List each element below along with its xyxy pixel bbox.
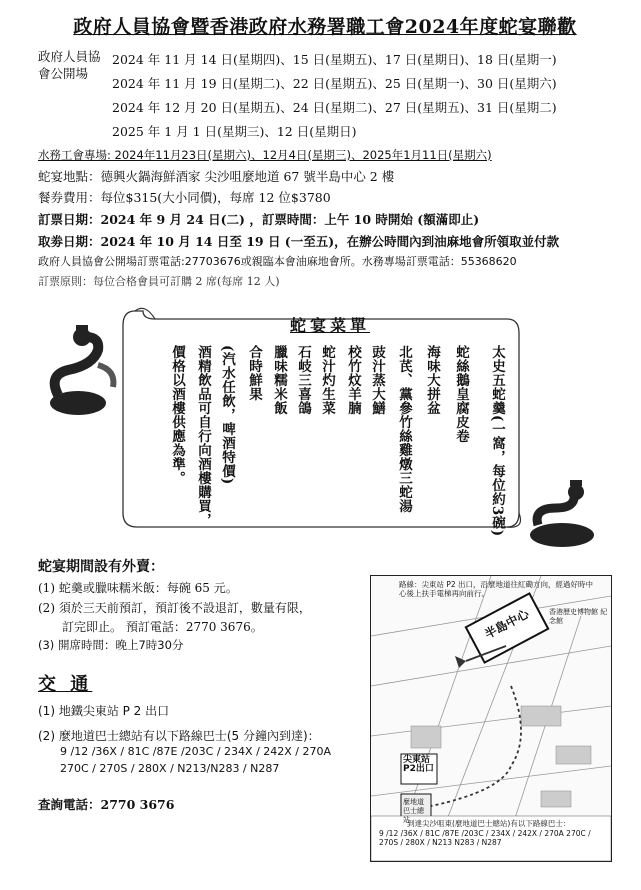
menu-item: 臘味糯米飯 — [271, 345, 287, 415]
transport-item: (1) 地鐵尖東站 P 2 出口 — [38, 704, 170, 718]
menu-item: 石岐三喜鴿 — [295, 345, 311, 415]
map-bus-terminus-label: 麼地道巴士總站 — [403, 798, 424, 824]
map-bus-note: 到達尖沙咀東(麼地道巴士總站)有以下路線巴士： — [407, 819, 571, 828]
map-route-note: 路線：尖東站 P2 出口，沿麼地道往紅磡方向，經過好時中心後上扶手電梯再向前行。 — [399, 580, 594, 598]
transport-item: (2) 麼地道巴士總站有以下路線巴士(5 分鐘內到達)： — [38, 729, 320, 743]
takeaway-item: (3) 開席時間：晚上7時30分 — [38, 638, 184, 652]
booking-date-line: 訂票日期：2024 年 9 月 24 日(二) ，訂票時間：上午 10 時開始 (額滿即止) — [38, 212, 480, 227]
open-date-row: 2024 年 11 月 14 日(星期四)、15 日(星期五)、17 日(星期日)、18 日(星期一) — [112, 52, 557, 67]
menu-item: 酒精飲品可自行向酒樓購買， — [195, 345, 211, 527]
location-map — [370, 575, 612, 862]
menu-item: 豉汁蒸大鱔 — [369, 345, 385, 415]
menu-item: 北芪、黨參竹絲雞燉三蛇湯 — [396, 345, 412, 513]
page-title: 政府人員協會暨香港政府水務署職工會2024年度蛇宴聯歡 — [73, 16, 577, 38]
open-session-label: 政府人員協會公開場 — [38, 49, 101, 81]
menu-item: 蛇絲鵝皇腐皮卷 — [453, 345, 469, 443]
menu-item: 校竹炆羊腩 — [345, 345, 361, 415]
menu-item: (汽水任飲，啤酒特價) — [219, 345, 235, 485]
takeaway-item: (1) 蛇羹或臘味糯米飯：每碗 65 元。 — [38, 581, 238, 595]
bus-routes-line: 9 /12 /36X / 81C /87E /203C / 234X / 242X / 270A — [60, 745, 332, 758]
map-museum-label: 香港歷史博物館 紀念館 — [549, 608, 608, 625]
snake-decoration-icon — [38, 325, 123, 420]
open-dates — [112, 50, 557, 146]
map-station-label: 尖東站 P2出口 — [403, 755, 434, 774]
menu-item: 價格以酒樓供應為準。 — [169, 345, 185, 485]
takeaway-item: 訂完即止。 預訂電話：2770 3676。 — [62, 620, 263, 634]
venue-line: 蛇宴地點：德興火鍋海鮮酒家 尖沙咀麼地道 67 號半島中心 2 樓 — [38, 169, 395, 184]
collect-date-line: 取劵日期：2024 年 10 月 14 日至 19 日 (一至五)，在辦公時間內到油麻地會所領取並付款 — [38, 234, 560, 249]
map-bus-routes: 9 /12 /36X / 81C /87E /203C / 234X / 242X / 270A 270C / 270S / 280X / N213 N283 / N287 — [379, 829, 591, 847]
enquiry-phone: 查詢電話：2770 3676 — [38, 797, 175, 812]
takeaway-item: (2) 須於三天前預訂，預訂後不設退訂，數量有限， — [38, 601, 311, 615]
transport-title: 交 通 — [38, 674, 93, 695]
open-date-row: 2025 年 1 月 1 日(星期三)、12 日(星期日) — [112, 124, 357, 139]
bus-routes-line: 270C / 270S / 280X / N213/N283 / N287 — [60, 762, 280, 775]
menu-title: 蛇宴菜單 — [290, 316, 371, 335]
booking-phone-line: 政府人員協會公開場訂票電話:27703676或親臨本會油麻地會所。水務專場訂票電話：55368620 — [38, 255, 517, 268]
takeaway-title: 蛇宴期間設有外賣： — [38, 559, 164, 575]
snake-decoration-icon — [518, 480, 606, 550]
menu-item: 蛇汁灼生菜 — [319, 345, 335, 415]
fee-line: 餐券費用：每位$315(大小同價)，每席 12 位$3780 — [38, 190, 331, 205]
booking-principle: 訂票原則：每位合格會員可訂購 2 席(每席 12 人) — [38, 275, 280, 288]
menu-item: 合時鮮果 — [246, 345, 262, 401]
menu-item: 海味大拼盆 — [424, 345, 440, 415]
map-center-label: 半島中心 — [482, 606, 532, 642]
menu-item: 太史五蛇羹(一窩，每位約3碗) — [489, 345, 505, 537]
open-date-row: 2024 年 12 月 20 日(星期五)、24 日(星期二)、27 日(星期五)、31 日(星期二) — [112, 100, 557, 115]
water-special-dates: 水務工會專場: 2024年11月23日(星期六)、12月4日(星期三)、2025年1月11日(星期六) — [38, 148, 492, 162]
open-date-row: 2024 年 11 月 19 日(星期二)、22 日(星期五)、25 日(星期一)、30 日(星期六) — [112, 76, 557, 91]
